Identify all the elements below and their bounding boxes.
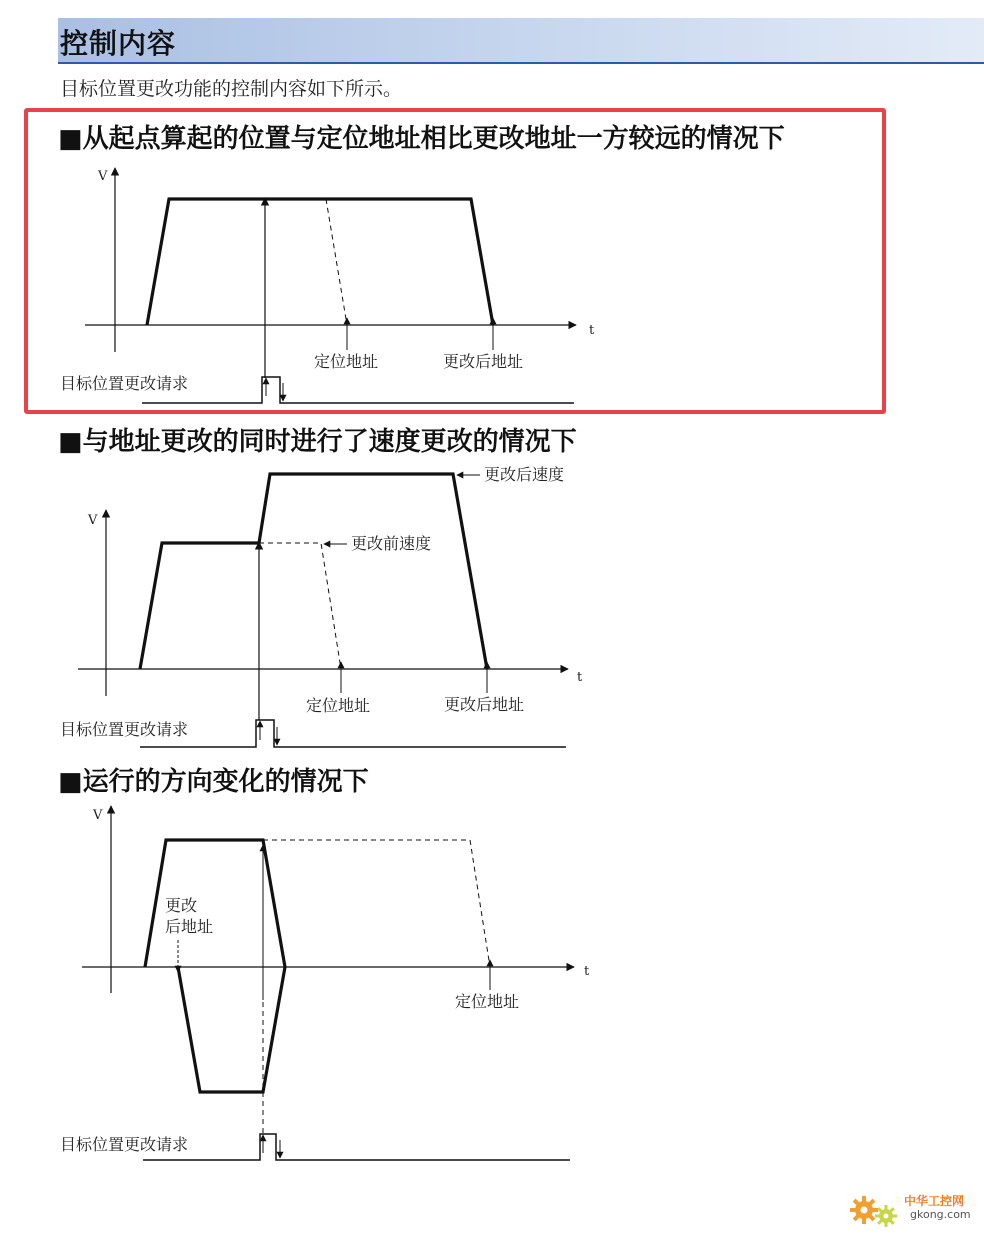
v-axis-label: V <box>88 513 98 528</box>
request-label: 目标位置更改请求 <box>60 374 189 393</box>
diagram-3 <box>60 806 590 1160</box>
section-heading-direction-change: ■运行的方向变化的情况下 <box>58 767 369 797</box>
new-speed-label: 更改后速度 <box>484 465 565 484</box>
v-axis-label: V <box>98 169 108 184</box>
request-signal <box>142 377 574 403</box>
intro-text: 目标位置更改功能的控制内容如下所示。 <box>60 78 403 100</box>
changed-address-label: 更改后地址 <box>443 352 524 371</box>
target-address-label: 定位地址 <box>306 696 371 715</box>
v-axis-label: V <box>93 808 103 823</box>
request-label: 目标位置更改请求 <box>60 720 189 739</box>
changed-address-label: 更改后地址 <box>444 695 525 714</box>
t-axis-label: t <box>577 670 583 685</box>
diagram-1 <box>60 168 595 403</box>
page-title: 控制内容 <box>60 27 177 60</box>
changed-address-label-line2: 后地址 <box>165 917 214 936</box>
target-address-label: 定位地址 <box>455 992 520 1011</box>
speed-profile <box>147 199 493 325</box>
t-axis-label: t <box>584 964 590 979</box>
section-heading-speed-change: ■与地址更改的同时进行了速度更改的情况下 <box>58 427 577 457</box>
changed-address-label-line1: 更改 <box>165 896 198 915</box>
old-speed-label: 更改前速度 <box>351 534 432 553</box>
request-signal <box>143 1134 570 1160</box>
section-heading-farther-address: ■从起点算起的位置与定位地址相比更改地址一方较远的情况下 <box>58 124 785 154</box>
diagram-2 <box>60 465 583 747</box>
target-address-label: 定位地址 <box>314 352 379 371</box>
speed-profile <box>145 840 285 1092</box>
request-signal <box>140 720 566 747</box>
watermark-cn: 中华工控网 <box>904 1194 965 1208</box>
t-axis-label: t <box>589 323 595 338</box>
gear-icon <box>846 1186 906 1234</box>
original-decel-dashed <box>326 199 347 325</box>
speed-profile <box>140 474 487 669</box>
original-speed-dashed <box>259 543 341 669</box>
watermark-logo <box>846 1186 978 1234</box>
original-profile-dashed <box>263 840 490 967</box>
request-label: 目标位置更改请求 <box>60 1135 189 1154</box>
watermark-en: gkong.com <box>910 1208 971 1221</box>
